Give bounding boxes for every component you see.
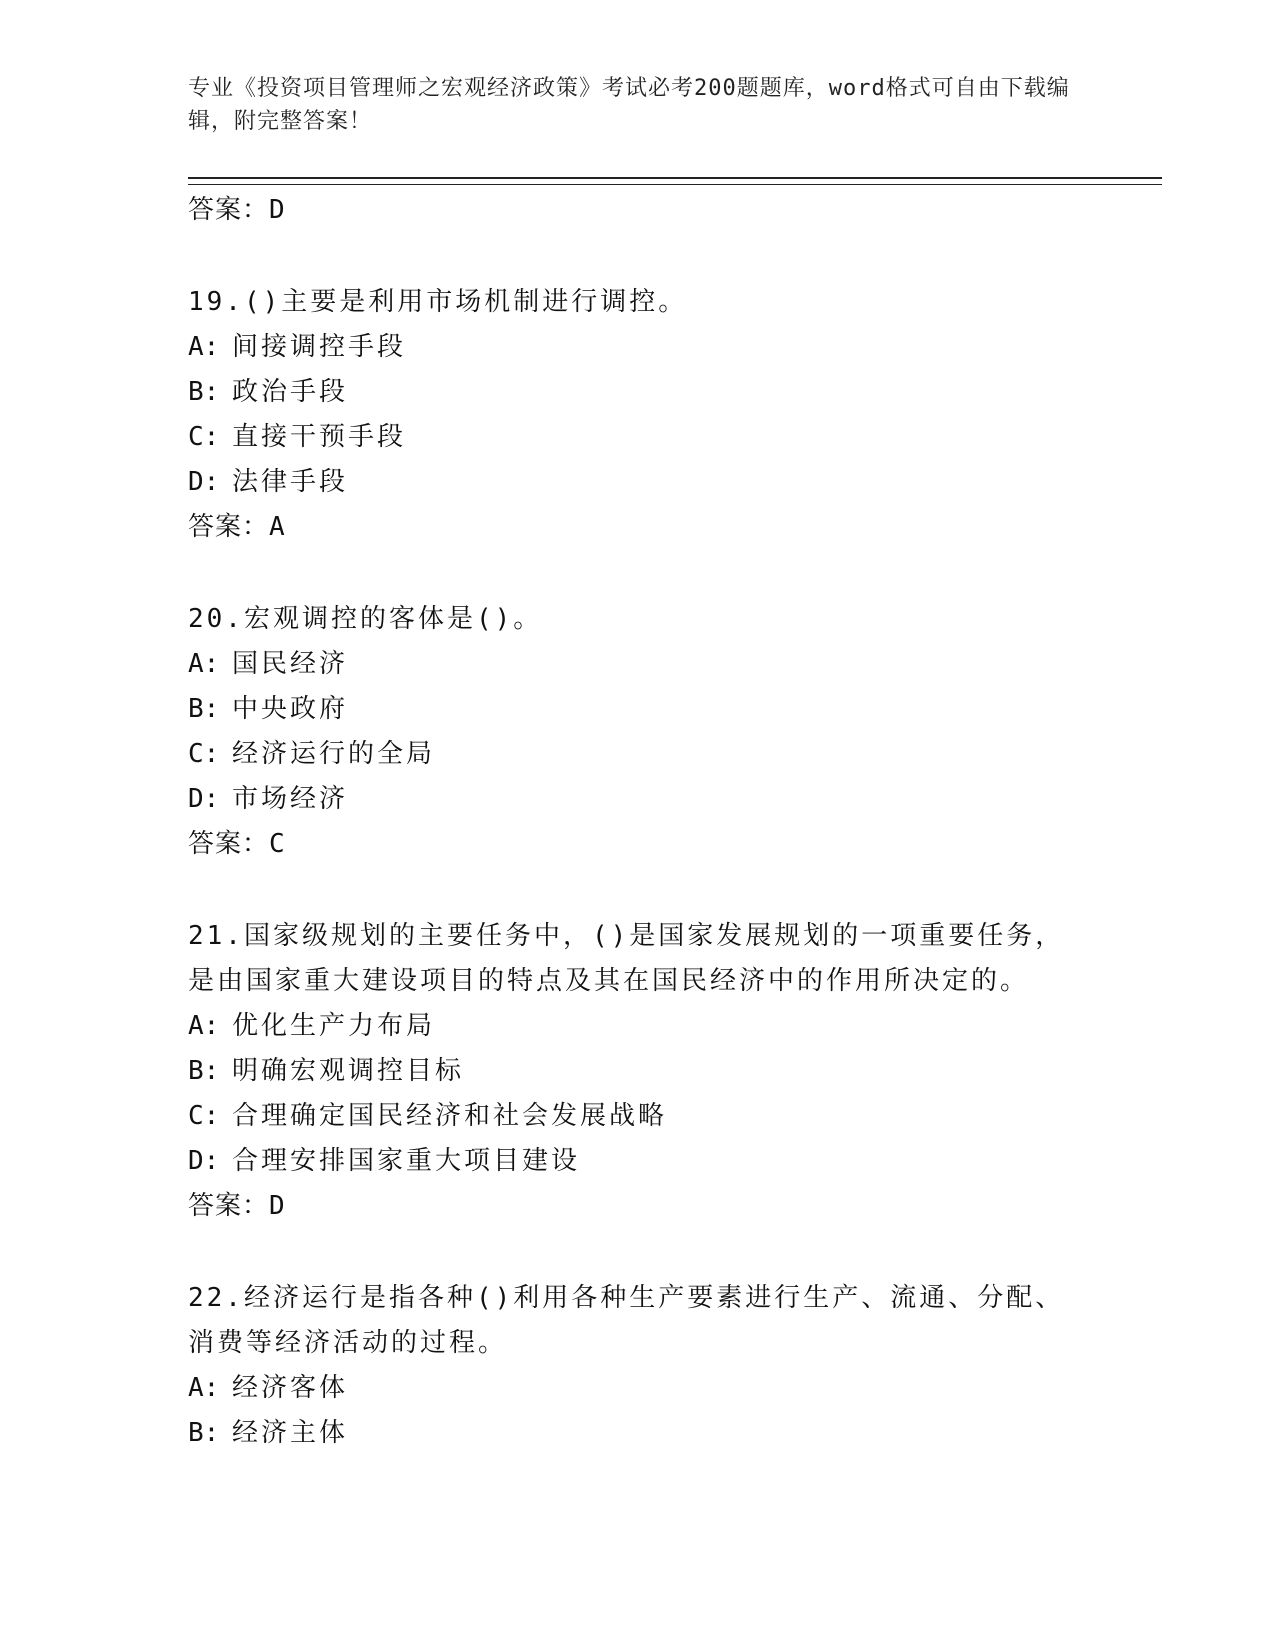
option-text: 法律手段 — [232, 467, 349, 497]
page-header: 专业《投资项目管理师之宏观经济政策》考试必考200题题库，word格式可自由下载编辑，附完整答案！ — [188, 76, 1070, 134]
option-letter: A: — [188, 332, 220, 362]
option-text: 合理安排国家重大项目建设 — [232, 1146, 581, 1176]
option-a — [188, 1004, 1088, 1049]
question-block-21 — [188, 914, 1088, 1229]
spacer — [188, 867, 1088, 914]
option-a — [188, 642, 1088, 687]
option-text: 中央政府 — [232, 694, 349, 724]
option-text: 经济客体 — [232, 1373, 349, 1403]
option-letter: A: — [188, 649, 220, 679]
question-text: 22.经济运行是指各种()利用各种生产要素进行生产、流通、分配、消费等经济活动的过程。 — [188, 1283, 1065, 1358]
option-text: 国民经济 — [232, 649, 349, 679]
question-text: 21.国家级规划的主要任务中，()是国家发展规划的一项重要任务，是由国家重大建设项目的特点及其在国民经济中的作用所决定的。 — [188, 921, 1065, 996]
answer-line: 答案：A — [188, 512, 286, 542]
spacer — [188, 550, 1088, 597]
option-letter: B: — [188, 694, 220, 724]
option-text: 经济运行的全局 — [232, 739, 436, 769]
answer-line: 答案：D — [188, 195, 286, 225]
option-letter: C: — [188, 1101, 220, 1131]
question-block-19 — [188, 280, 1088, 550]
option-c — [188, 732, 1088, 777]
option-c — [188, 1094, 1088, 1139]
option-text: 经济主体 — [232, 1418, 349, 1448]
option-d — [188, 460, 1088, 505]
answer-line: 答案：D — [188, 1191, 286, 1221]
option-text: 直接干预手段 — [232, 422, 407, 452]
option-b — [188, 1049, 1088, 1094]
option-letter: C: — [188, 739, 220, 769]
option-d — [188, 1139, 1088, 1184]
option-text: 政治手段 — [232, 377, 349, 407]
option-d — [188, 777, 1088, 822]
option-text: 明确宏观调控目标 — [232, 1056, 465, 1086]
spacer — [188, 1229, 1088, 1276]
option-letter: A: — [188, 1373, 220, 1403]
option-text: 合理确定国民经济和社会发展战略 — [232, 1101, 668, 1131]
option-letter: D: — [188, 467, 220, 497]
question-block-22 — [188, 1276, 1088, 1456]
option-letter: A: — [188, 1011, 220, 1041]
option-letter: B: — [188, 1056, 220, 1086]
option-letter: B: — [188, 1418, 220, 1448]
header-divider — [188, 177, 1162, 185]
document-body — [188, 188, 1088, 1456]
option-b — [188, 1411, 1088, 1456]
question-block-20 — [188, 597, 1088, 867]
option-c — [188, 415, 1088, 460]
option-b — [188, 370, 1088, 415]
option-letter: D: — [188, 1146, 220, 1176]
answer-line: 答案：C — [188, 829, 286, 859]
option-a — [188, 1366, 1088, 1411]
option-text: 间接调控手段 — [232, 332, 407, 362]
option-letter: C: — [188, 422, 220, 452]
option-letter: B: — [188, 377, 220, 407]
option-text: 优化生产力布局 — [232, 1011, 436, 1041]
question-text: 20.宏观调控的客体是()。 — [188, 604, 543, 634]
option-letter: D: — [188, 784, 220, 814]
option-b — [188, 687, 1088, 732]
spacer — [188, 233, 1088, 280]
option-text: 市场经济 — [232, 784, 349, 814]
option-a — [188, 325, 1088, 370]
question-text: 19.()主要是利用市场机制进行调控。 — [188, 287, 688, 317]
